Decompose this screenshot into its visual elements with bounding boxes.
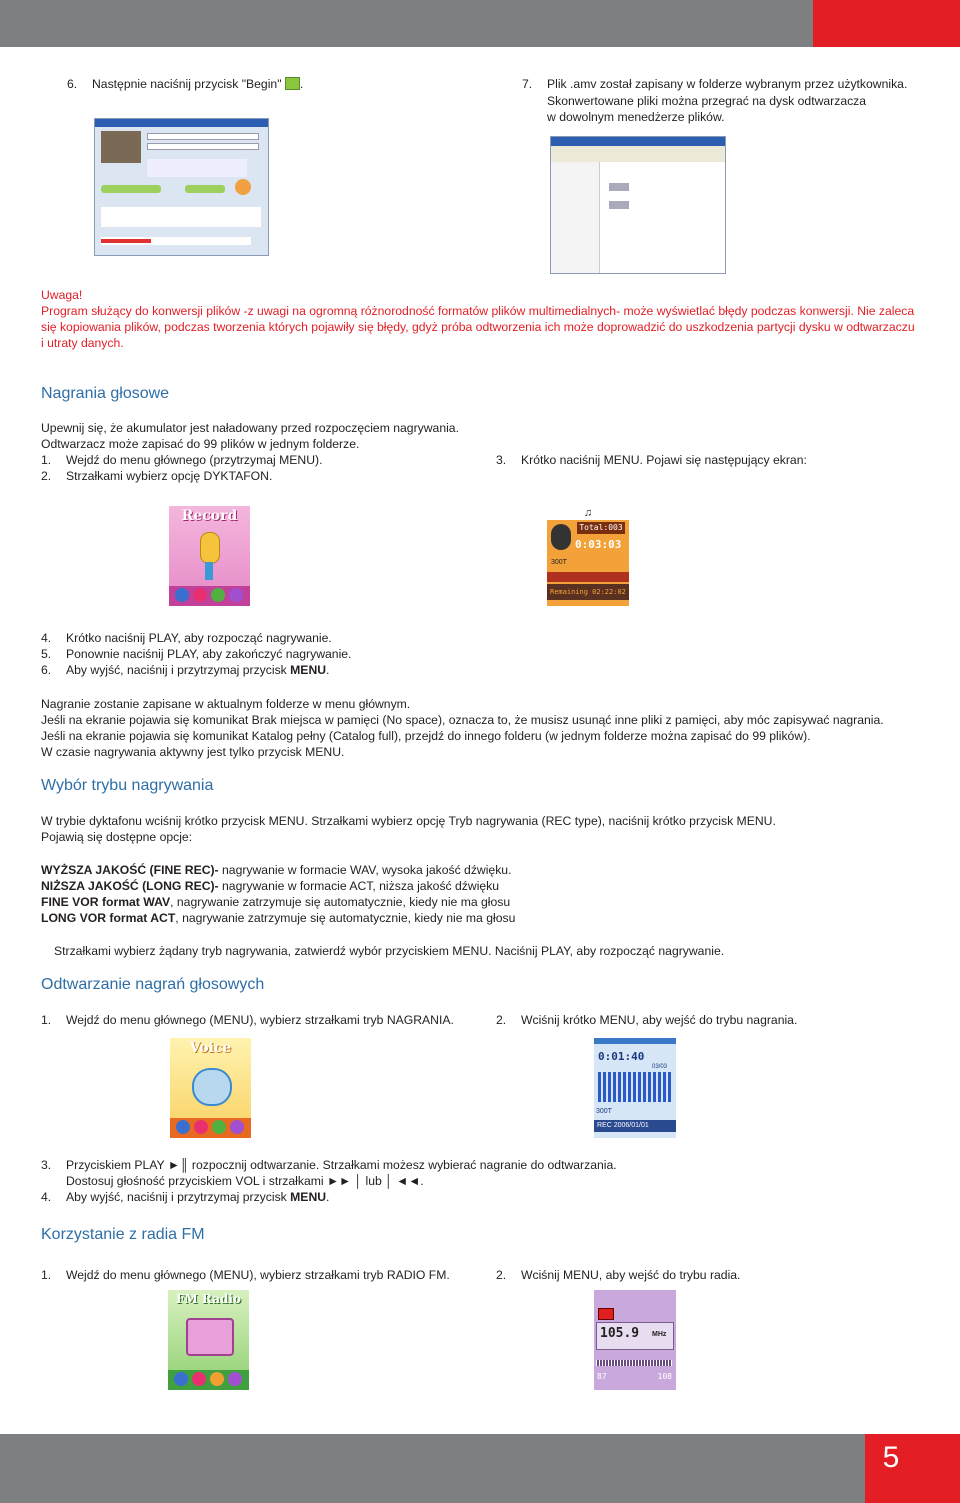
radio-low: 87 [597, 1372, 607, 1381]
voice-menu-screen [170, 1038, 251, 1138]
mode-option3: FINE VOR format WAV, nagrywanie zatrzymuje się automatycznie, kiedy nie ma głosu [41, 895, 511, 909]
page-number: 5 [882, 1441, 900, 1474]
mode-option1: WYŻSZA JAKOŚĆ (FINE REC)- nagrywanie w formacie WAV, wysoka jakość dźwięku. [41, 863, 512, 877]
top-red-block [813, 0, 960, 47]
voice-para3: Jeśli na ekranie pojawia się komunikat Katalog pełny (Catalog full), przejdź do innego folderu (w jednym folderze można zapisać do 99 plików). [41, 729, 811, 743]
step-7-line3: w dowolnym menedżerze plików. [547, 110, 725, 124]
screen-small-label: 300T [551, 559, 567, 566]
voice-label: Voice [189, 1040, 232, 1056]
playback-small: 300T [596, 1108, 612, 1115]
mode-option4: LONG VOR format ACT, nagrywanie zatrzymuje się automatycznie, kiedy nie ma głosu [41, 911, 516, 925]
tuning-scale [596, 1360, 672, 1366]
mode-line2: Pojawią się dostępne opcje: [41, 830, 193, 844]
heading-fm-radio: Korzystanie z radia FM [41, 1226, 205, 1243]
converter-screenshot [94, 118, 269, 256]
playback-step3: 3. Przyciskiem PLAY ►║ rozpocznij odtwarzanie. Strzałkami możesz wybierać nagranie do odtwarzania. [41, 1158, 617, 1172]
mode-line3: Strzałkami wybierz żądany tryb nagrywania, zatwierdź wybór przyciskiem MENU. Naciśnij PLAY, aby rozpocząć nagrywanie. [54, 944, 725, 958]
heading-voice-recordings: Nagrania głosowe [41, 385, 170, 402]
voice-step3: 3. Krótko naciśnij MENU. Pojawi się następujący ekran: [496, 453, 807, 467]
playback-step4: 4. Aby wyjść, naciśnij i przytrzymaj przycisk MENU. [41, 1190, 330, 1204]
heading-playback: Odtwarzanie nagrań głosowych [41, 976, 265, 993]
radio-high: 108 [657, 1372, 672, 1381]
mode-option2: NIŻSZA JAKOŚĆ (LONG REC)- nagrywanie w formacie ACT, niższa jakość dźwięku [41, 879, 500, 893]
step-7-line2: Skonwertowane pliki można przegrać na dysk odtwarzacza [547, 94, 867, 108]
step-6: 6. Następnie naciśnij przycisk "Begin" . [67, 77, 304, 91]
playback-count: 03/03 [652, 1064, 668, 1070]
playback-rec-date: REC 2006/01/01 [594, 1120, 676, 1132]
warning-line3: i utraty danych. [41, 336, 124, 350]
voice-step4: 4. Krótko naciśnij PLAY, aby rozpocząć nagrywanie. [41, 631, 332, 645]
radio-step2: 2. Wciśnij MENU, aby wejść do trybu radia. [496, 1268, 741, 1282]
mic-icon [551, 524, 571, 550]
playback-time: 0:01:40 [598, 1050, 645, 1063]
screen-remaining: Remaining 02:22:02 [547, 584, 629, 600]
warning-line1: Program służący do konwersji plików -z uwagi na ogromną różnorodność formatów plików multimedialnych- może wyświetlać błędy podczas konwersji. Nie zaleca [41, 304, 915, 318]
mode-line1: W trybie dyktafonu wciśnij krótko przycisk MENU. Strzałkami wybierz opcję Tryb nagrywania (REC type), naciśnij krótko przycisk MENU. [41, 814, 776, 828]
voice-line1: Upewnij się, że akumulator jest naładowany przed rozpoczęciem nagrywania. [41, 421, 459, 435]
voice-para2: Jeśli na ekranie pojawia się komunikat Brak miejsca w pamięci (No space), oznacza to, że musisz usunąć inne pliki z pamięci, aby móc zapisywać nagrania. [41, 713, 884, 727]
explorer-screenshot [550, 136, 726, 274]
voice-para1: Nagranie zostanie zapisane w aktualnym folderze w menu głównym. [41, 697, 411, 711]
headphones-icon: ♫ [547, 506, 629, 520]
record-label: Record [181, 508, 238, 524]
voice-step1: 1. Wejdź do menu głównego (przytrzymaj MENU). [41, 453, 323, 467]
voice-step2: 2. Strzałkami wybierz opcję DYKTAFON. [41, 469, 273, 483]
equalizer-bars [598, 1072, 672, 1102]
playback-step3-line2: Dostosuj głośność przyciskiem VOL i strzałkami ►► │ lub │ ◄◄. [66, 1174, 424, 1188]
speaker-icon [192, 1068, 232, 1106]
radio-step1: 1. Wejdź do menu głównego (MENU), wybierz strzałkami tryb RADIO FM. [41, 1268, 450, 1282]
microphone-icon [200, 532, 220, 564]
heading-rec-mode: Wybór trybu nagrywania [41, 777, 214, 794]
begin-icon [285, 77, 300, 90]
radio-icon [186, 1318, 234, 1356]
screen-time: 0:03:03 [575, 538, 622, 551]
radio-frequency: 105.9 [600, 1326, 640, 1341]
radio-unit: MHz [652, 1331, 667, 1338]
warning-title: Uwaga! [41, 288, 83, 302]
radio-small-icon [598, 1308, 614, 1320]
playback-step2: 2. Wciśnij krótko MENU, aby wejść do trybu nagrania. [496, 1013, 798, 1027]
playback-step1: 1. Wejdź do menu głównego (MENU), wybierz strzałkami tryb NAGRANIA. [41, 1013, 454, 1027]
record-menu-screen [169, 506, 250, 606]
voice-line2: Odtwarzacz może zapisać do 99 plików w jednym folderze. [41, 437, 360, 451]
fm-radio-label: FM Radio [176, 1292, 241, 1306]
warning-line2: się kopiowania plików, podczas tworzenia których pojawiły się błędy, gdyż próba odtworzenia ich może doprowadzić do uszkodzenia partycji dysku w odtwarzaczu [41, 320, 915, 334]
voice-step5: 5. Ponownie naciśnij PLAY, aby zakończyć nagrywanie. [41, 647, 352, 661]
voice-para4: W czasie nagrywania aktywny jest tylko przycisk MENU. [41, 745, 345, 759]
fm-radio-menu-screen [168, 1290, 249, 1390]
step-7: 7. Plik .amv został zapisany w folderze wybranym przez użytkownika. [522, 77, 908, 91]
bottom-bar [0, 1434, 960, 1503]
voice-playback-screen [594, 1038, 676, 1138]
voice-step6: 6. Aby wyjść, naciśnij i przytrzymaj przycisk MENU. [41, 663, 330, 677]
fm-radio-screen [594, 1290, 676, 1390]
screen-total: Total:003 [577, 522, 625, 534]
recording-screen [547, 506, 629, 606]
